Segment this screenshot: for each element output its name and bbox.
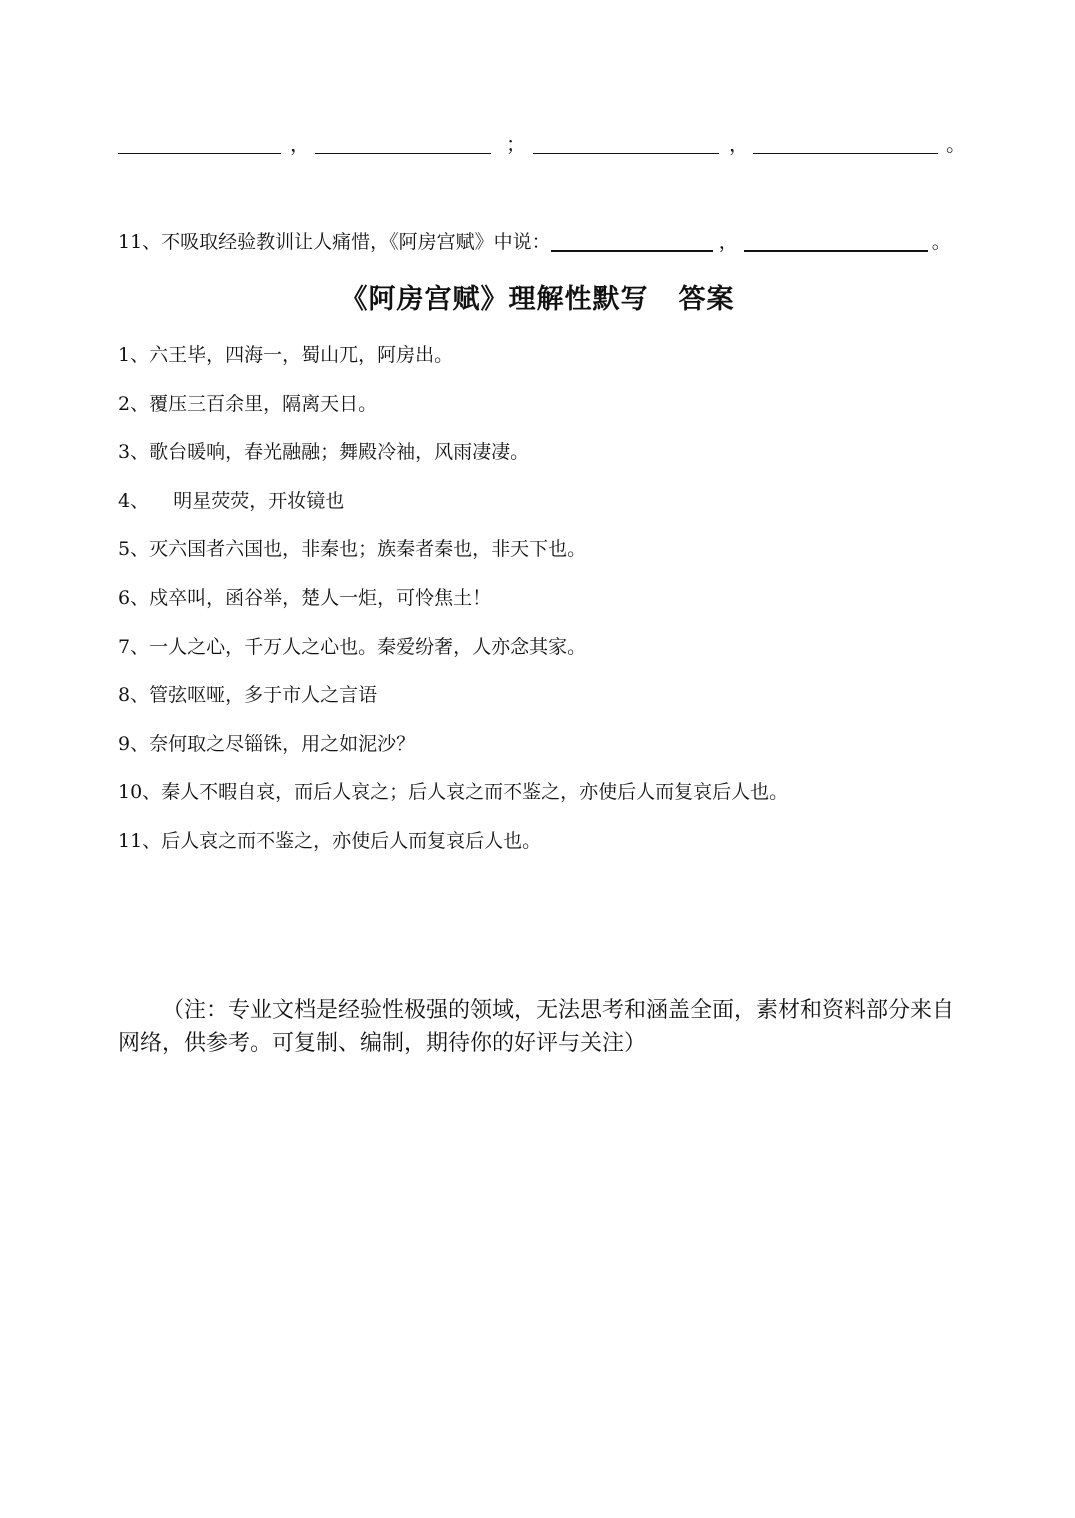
answer-list [118, 340, 1018, 875]
answer-item: 6、戍卒叫，函谷举，楚人一炬，可怜焦土！ [118, 586, 492, 609]
answer-blank-1[interactable] [118, 153, 281, 154]
answer-blank-q11-2[interactable] [744, 228, 928, 252]
answer-item: 3、歌台暖响，春光融融；舞殿冷袖，风雨凄凄。 [118, 441, 530, 464]
comma-separator: ， [718, 231, 738, 253]
period-mark: 。 [931, 231, 951, 253]
comma-separator: ， [729, 132, 749, 156]
answer-item: 4、 明星荧荧，开妆镜也 [118, 489, 345, 512]
answer-blank-3[interactable] [533, 153, 719, 154]
footer-note: （注：专业文档是经验性极强的领域，无法思考和涵盖全面，素材和资料部分来自网络，供参考。可复制、编制，期待你的好评与关注） [118, 998, 955, 1056]
answer-item: 9、奈何取之尽锱铢，用之如泥沙？ [118, 732, 416, 755]
semicolon-separator: ； [506, 132, 526, 156]
answer-blank-q11-1[interactable] [551, 228, 713, 252]
answer-item: 8、管弦呕哑，多于市人之言语 [118, 684, 378, 707]
answer-section-title [0, 280, 1075, 320]
period-mark: 。 [946, 132, 966, 156]
question-11-text: 11、不吸取经验教训让人痛惜，《阿房宫赋》中说： [118, 231, 551, 253]
answer-item: 2、覆压三百余里，隔离天日。 [118, 392, 378, 415]
title-suffix: 答案 [678, 284, 735, 315]
answer-blank-2[interactable] [315, 153, 491, 154]
comma-separator: ， [290, 132, 310, 156]
question-11 [118, 228, 1058, 256]
answer-item: 10、秦人不暇自哀，而后人哀之；后人哀之而不鉴之，亦使后人而复哀后人也。 [118, 781, 789, 804]
answer-item: 11、后人哀之而不鉴之，亦使后人而复哀后人也。 [118, 829, 542, 852]
answer-item: 7、一人之心，千万人之心也。秦爱纷奢，人亦念其家。 [118, 635, 587, 658]
answer-blank-4[interactable] [753, 153, 938, 154]
title-main: 《阿房宫赋》理解性默写 [340, 284, 649, 315]
answer-item: 5、灭六国者六国也，非秦也；族秦者秦也，非天下也。 [118, 538, 587, 561]
fill-in-blank-row [118, 128, 978, 158]
answer-item: 1、六王毕，四海一，蜀山兀，阿房出。 [118, 344, 454, 366]
